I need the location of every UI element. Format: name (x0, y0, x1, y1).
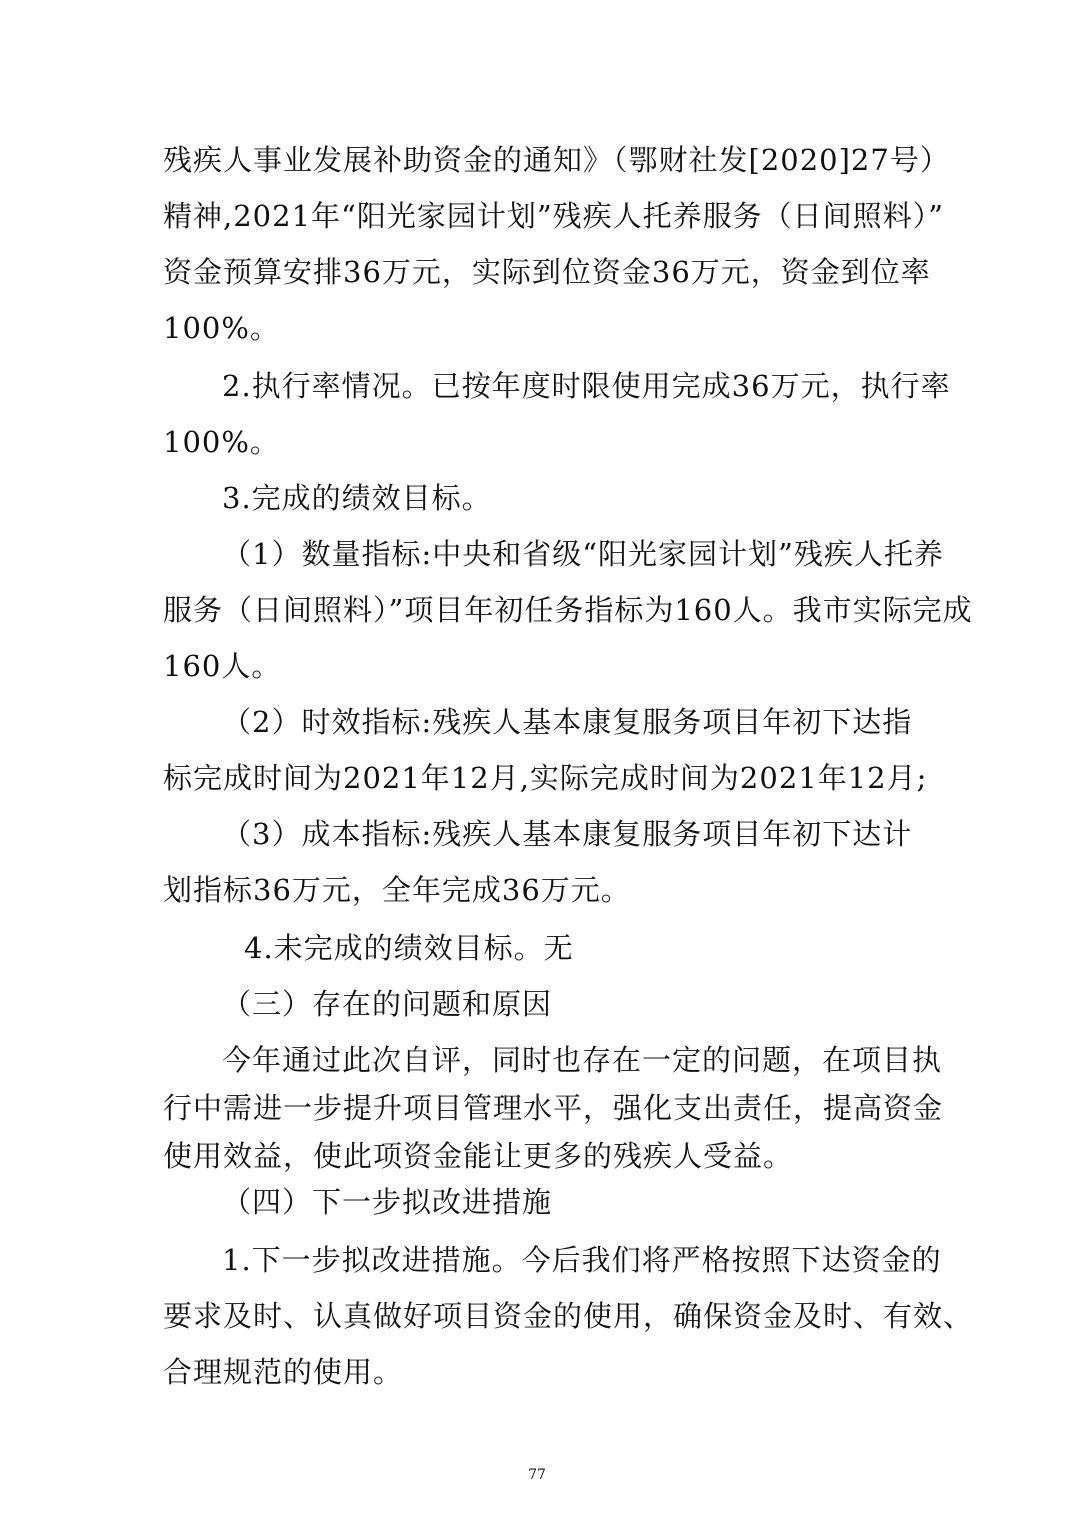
paragraph-line: （3）成本指标:残疾人基本康复服务项目年初下达计 (222, 817, 913, 851)
paragraph-line: 160人。 (163, 649, 282, 683)
paragraph-line: 1.下一步拟改进措施。今后我们将严格按照下达资金的 (222, 1243, 942, 1277)
section-heading: （三）存在的问题和原因 (222, 987, 553, 1021)
paragraph-line: 合理规范的使用。 (163, 1355, 404, 1389)
paragraph-line: 残疾人事业发展补助资金的通知》（鄂财社发[2020]27号） (163, 143, 950, 177)
paragraph-line: 精神,2021年“阳光家园计划”残疾人托养服务（日间照料）” (163, 199, 944, 233)
paragraph-line: （1）数量指标:中央和省级“阳光家园计划”残疾人托养 (222, 537, 944, 571)
paragraph-line: 资金预算安排36万元，实际到位资金36万元，资金到位率 (163, 255, 931, 289)
paragraph-line: 标完成时间为2021年12月,实际完成时间为2021年12月; (163, 761, 928, 795)
paragraph-line: 4.未完成的绩效目标。无 (244, 931, 574, 965)
paragraph-line: 100%。 (163, 425, 280, 459)
paragraph-line: 划指标36万元，全年完成36万元。 (163, 873, 631, 907)
paragraph-line: （2）时效指标:残疾人基本康复服务项目年初下达指 (222, 705, 913, 739)
paragraph-line: 100%。 (163, 311, 280, 345)
paragraph-line: 要求及时、认真做好项目资金的使用，确保资金及时、有效、 (163, 1299, 974, 1333)
paragraph-line: 服务（日间照料）”项目年初任务指标为160人。我市实际完成 (163, 593, 973, 627)
paragraph-line: 3.完成的绩效目标。 (222, 481, 492, 515)
section-heading: （四）下一步拟改进措施 (222, 1185, 553, 1219)
paragraph-line: 2.执行率情况。已按年度时限使用完成36万元，执行率 (222, 369, 951, 403)
paragraph-line: 使用效益，使此项资金能让更多的残疾人受益。 (163, 1139, 794, 1173)
page-number: 77 (528, 1467, 546, 1483)
paragraph-line: 行中需进一步提升项目管理水平，强化支出责任，提高资金 (163, 1091, 944, 1125)
paragraph-line: 今年通过此次自评，同时也存在一定的问题，在项目执 (222, 1043, 943, 1077)
